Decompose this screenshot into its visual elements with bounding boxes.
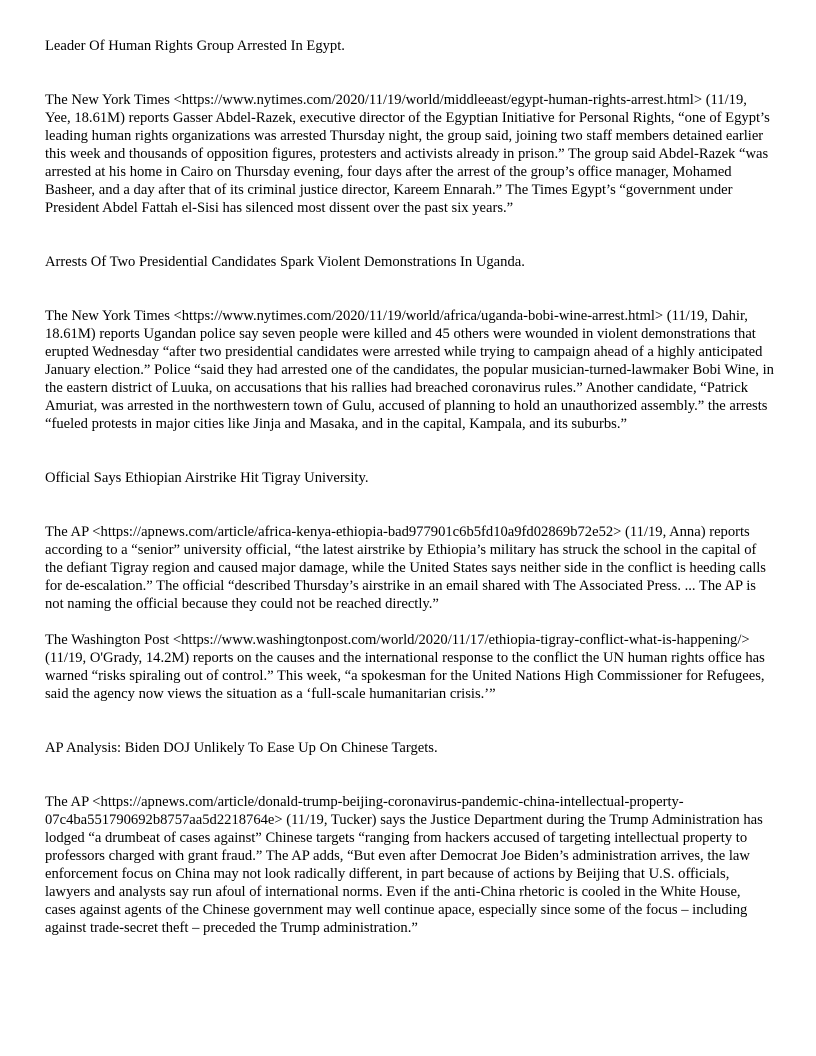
- article-headline: Official Says Ethiopian Airstrike Hit Tigray University.: [45, 470, 369, 486]
- article-headline: Leader Of Human Rights Group Arrested In Egypt.: [45, 38, 345, 54]
- article-headline: AP Analysis: Biden DOJ Unlikely To Ease Up On Chinese Targets.: [45, 740, 438, 756]
- article-paragraph: The New York Times <https://www.nytimes.com/2020/11/19/world/africa/uganda-bobi-wine-arrest.html> (11/19, Dahir, 18.61M) reports Ugandan police say seven people were killed and 45 others were wounded in violent demonstrations that erupted Wednesday “after two presidential candidates were arrested while trying to campaign ahead of a highly anticipated January election.” Police “said they had arrested one of the candidates, the popular musician-turned-lawmaker Bobi Wine, in the eastern district of Luuka, on accusations that his rallies had breached coronavirus rules.” Another candidate, “Patrick Amuriat, was arrested in the northwestern town of Gulu, accused of planning to hold an unauthorized assembly.” the arrests “fueled protests in major cities like Jinja and Masaka, and in the capital, Kampala, and its suburbs.”: [45, 308, 774, 432]
- article-paragraph: The New York Times <https://www.nytimes.com/2020/11/19/world/middleeast/egypt-human-rights-arrest.html> (11/19, Yee, 18.61M) reports Gasser Abdel-Razek, executive director of the Egyptian Initiative for Personal Rights, “one of Egypt’s leading human rights organizations was arrested Thursday night, the group said, joining two staff members detained earlier this week and thousands of opposition figures, protesters and activists already in prison.” The group said Abdel-Razek “was arrested at his home in Cairo on Thursday evening, four days after the arrest of the group’s office manager, Mohamed Basheer, and a day after that of its criminal justice director, Kareem Ennarah.” The Times Egypt’s “government under President Abdel Fattah el-Sisi has silenced most dissent over the past six years.”: [45, 92, 770, 216]
- article-headline: Arrests Of Two Presidential Candidates Spark Violent Demonstrations In Uganda.: [45, 254, 525, 270]
- article-paragraph: The Washington Post <https://www.washingtonpost.com/world/2020/11/17/ethiopia-tigray-conflict-what-is-happening/> (11/19, O'Grady, 14.2M) reports on the causes and the international response to the conflict the UN human rights office has warned “risks spiraling out of control.” This week, “a spokesman for the United Nations High Commissioner for Refugees, said the agency now views the situation as a ‘full-scale humanitarian crisis.’”: [45, 632, 765, 702]
- document-page: [45, 37, 775, 937]
- article-paragraph: The AP <https://apnews.com/article/africa-kenya-ethiopia-bad977901c6b5fd10a9fd02869b72e52> (11/19, Anna) reports according to a “senior” university official, “the latest airstrike by Ethiopia’s military has struck the school in the capital of the defiant Tigray region and caused major damage, while the United States says neither side in the conflict is heeding calls for de-escalation.” The official “described Thursday’s airstrike in an email shared with The Associated Press. ... The AP is not naming the official because they could not be reached directly.”: [45, 524, 766, 612]
- article-paragraph: The AP <https://apnews.com/article/donald-trump-beijing-coronavirus-pandemic-china-intellectual-property-07c4ba551790692b8757aa5d2218764e> (11/19, Tucker) says the Justice Department during the Trump Administration has lodged “a drumbeat of cases against” Chinese targets “ranging from hackers accused of targeting intellectual property to professors charged with grant fraud.” The AP adds, “But even after Democrat Joe Biden’s administration arrives, the law enforcement focus on China may not look radically different, in part because of actions by Beijing that U.S. officials, lawyers and analysts say run afoul of international norms. Even if the anti-China rhetoric is cooled in the White House, cases against agents of the Chinese government may well continue apace, especially since some of the focus – including against trade-secret theft – preceded the Trump administration.”: [45, 794, 763, 936]
